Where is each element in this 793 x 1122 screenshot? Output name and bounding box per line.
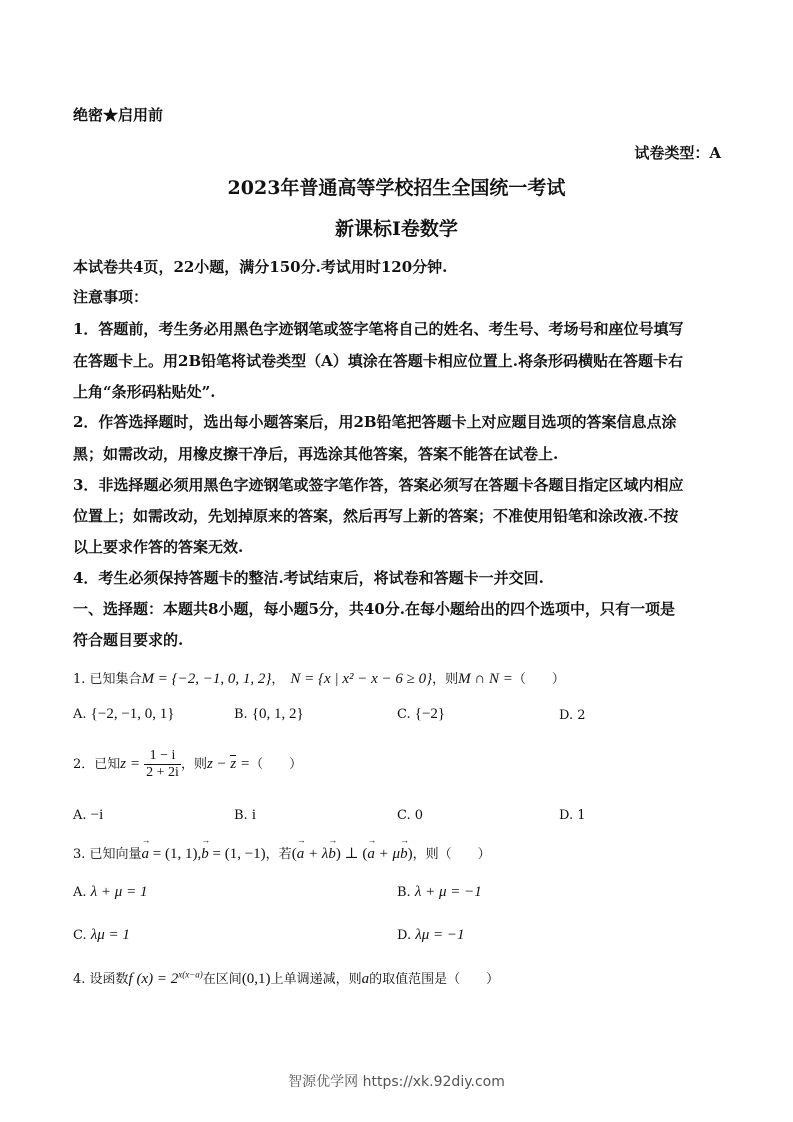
vector-b: → b [201, 846, 209, 863]
vector-a: → a [142, 846, 150, 863]
question-1: 1. 已知集合M = {−2, −1, 0, 1, 2}， N = {x | x² − x − 6 ≥ 0}，则M ∩ N =（ ） [73, 671, 565, 687]
watermark-text: 智源优学网 https://xk.92diy.com [288, 1074, 505, 1090]
option-c: C. {−2} [397, 706, 446, 722]
question-4: 4. 设函数f $(x) = 2^{x(x-a)}$在区间(0,1)上单调递减，则a的取值范围是（ ） [73, 969, 500, 987]
section-heading: 一、选择题：本题共8小题，每小题5分，共40分.在每小题给出的四个选项中，只有一项是 [73, 600, 675, 618]
conjugate-z: z [230, 756, 237, 772]
option-c: C. 0 [397, 808, 424, 823]
option-a: A. λ + μ = 1 [73, 884, 148, 900]
option-a: A. −i [73, 807, 104, 823]
note-line: 3．非选择题必须用黑色字迹钢笔或签字笔作答，答案必须写在答题卡各题目指定区域内相应 [73, 476, 684, 494]
note-line: 以上要求作答的答案无效. [73, 538, 244, 556]
exponent: x(x−a) [178, 969, 203, 980]
intersection-expr: M ∩ N = [458, 671, 513, 687]
note-line: 1．答题前，考生务必用黑色字迹钢笔或签字笔将自己的姓名、考生号、考场号和座位号填写 [73, 320, 684, 338]
note-line: 4．考生必须保持答题卡的整洁.考试结束后，将试卷和答题卡一并交回. [73, 569, 544, 587]
function-f: f (x) = 2 [128, 971, 179, 987]
option-d: D. λμ = −1 [397, 927, 465, 943]
option-c: C. λμ = 1 [73, 927, 130, 943]
question-2: 2．已知z = $\frac{1 - i}{2 + 2i}$ ，则z − z =（ ） [73, 748, 303, 780]
set-m: M = {−2, −1, 0, 1, 2} [141, 671, 272, 687]
note-line: 上角“条形码粘贴处”. [73, 383, 216, 401]
option-b: B. λ + μ = −1 [397, 884, 482, 900]
note-line: 黑；如需改动，用橡皮擦干净后，再选涂其他答案，答案不能答在试卷上. [73, 445, 559, 463]
fraction: $\frac{1 - i}{2 + 2i}$ [146, 748, 179, 780]
option-b: B. {0, 1, 2} [234, 706, 304, 722]
intro-line: 本试卷共4页，22小题，满分150分.考试用时120分钟. [73, 258, 448, 276]
exam-subtitle: 新课标Ⅰ卷数学 [335, 218, 458, 240]
notes-title: 注意事项： [73, 288, 149, 306]
section-heading: 符合题目要求的. [73, 631, 184, 649]
exam-title: 2023年普通高等学校招生全国统一考试 [227, 177, 566, 199]
note-line: 位置上；如需改动，先划掉原来的答案，然后再写上新的答案；不准使用铅笔和涂改液.不按 [73, 507, 679, 525]
question-3: 3. 已知向量→ a = (1, 1),→ b = (1, −1)，若(→ a + λ→ b) ⊥ (→ a + μ→ b)，则（ ） [73, 843, 491, 863]
note-line: 2．作答选择题时，选出每小题答案后，用2B铅笔把答题卡上对应题目选项的答案信息点涂 [73, 413, 677, 431]
confidential-mark: 绝密★启用前 [73, 106, 164, 124]
option-a: A. {−2, −1, 0, 1} [73, 706, 175, 722]
option-d: D. 1 [559, 808, 586, 823]
option-d: D. 2 [559, 708, 586, 723]
option-b: B. i [234, 807, 256, 823]
set-n: N = {x | x² − x − 6 ≥ 0} [290, 671, 433, 687]
paper-type: 试卷类型：A [634, 144, 721, 162]
note-line: 在答题卡上。用2B铅笔将试卷类型（A）填涂在答题卡相应位置上.将条形码横贴在答题卡右 [73, 352, 683, 370]
